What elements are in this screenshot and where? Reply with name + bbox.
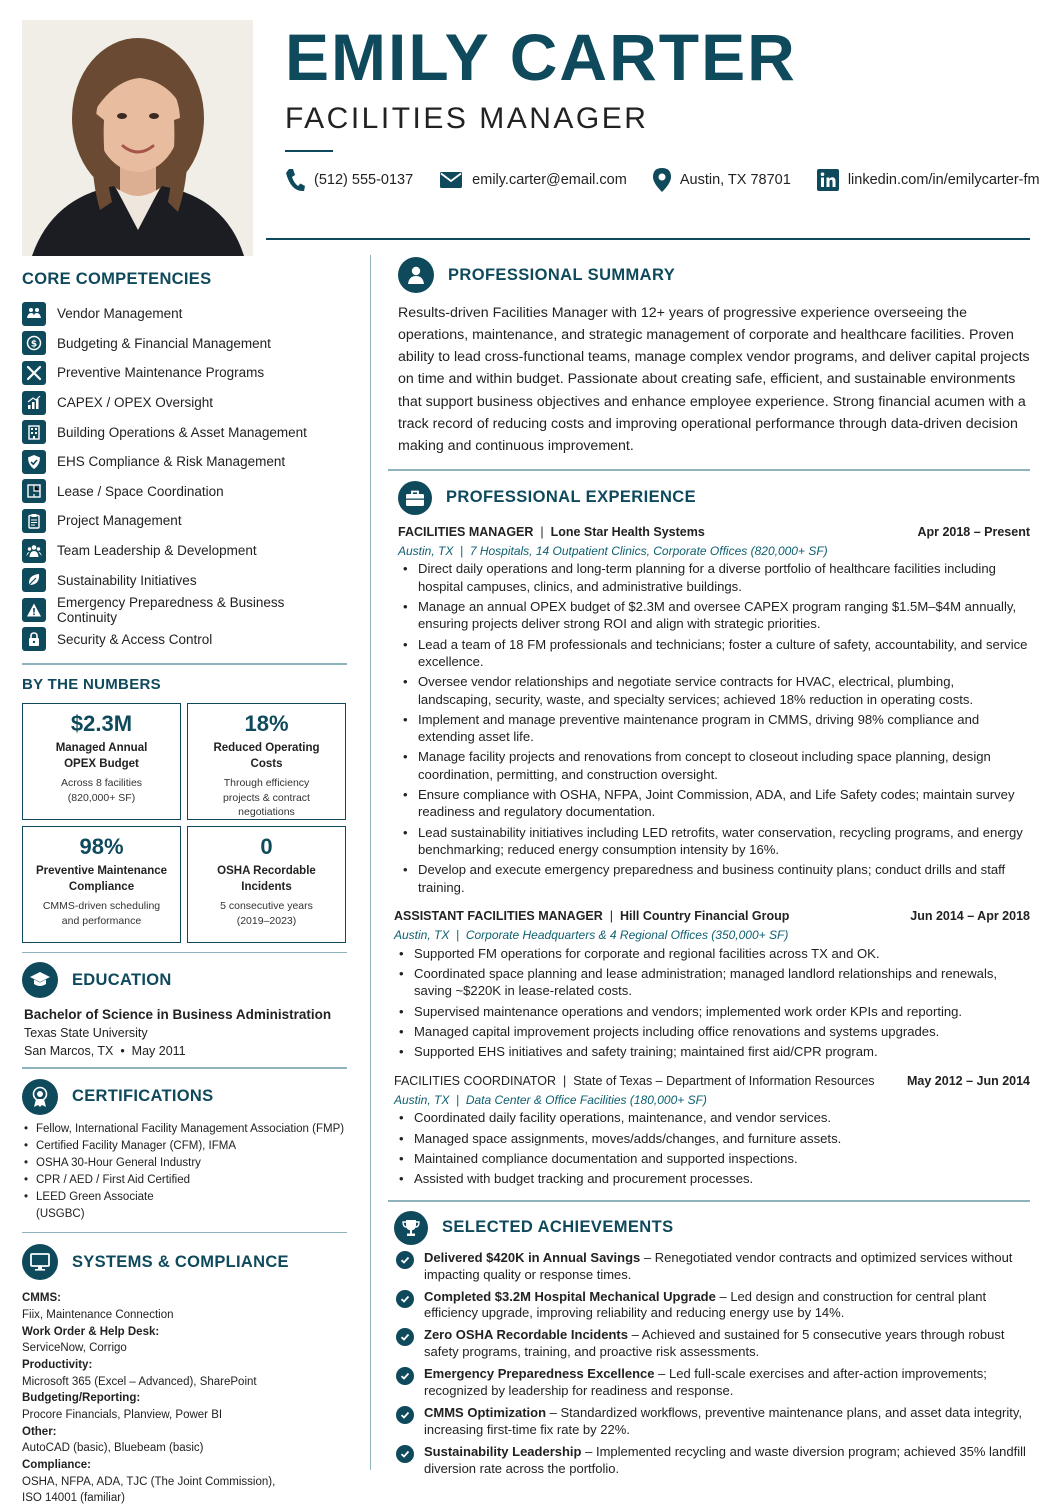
list-item: • Manage an annual OPEX budget of $2.3M and oversee CAPEX program ranging $1.5M–$4M annually, ensuring projects deliver strong ROI and align with strategic priorities.: [398, 598, 1030, 633]
list-item: • Maintained compliance documentation and supported inspections.: [394, 1150, 1030, 1167]
section-divider: [22, 1067, 347, 1069]
list-item: • Coordinated daily facility operations, maintenance, and vendor services.: [394, 1109, 1030, 1126]
job-date: Apr 2018 – Present: [917, 524, 1030, 539]
clipboard-icon: [22, 509, 46, 533]
left-column: [22, 270, 347, 1507]
job-bullets: [394, 945, 1030, 1061]
check-circle-icon: [396, 1445, 414, 1463]
stat-value: $2.3M: [70, 710, 133, 736]
summary-text: Results-driven Facilities Manager with 12+ years of progressive experience overseeing the operations, maintenance, and strategic management of corporate and healthcare facilities. Proven ability to lead cross-functional teams, manage complex vendor programs, and deliver capital projects on time and within budget. Passionate about creating safe, efficient, and sustainable environments that support business objectives and enhance employee experience. Strong financial acumen with a track record of reducing costs and improving operational performance through data-driven decision making and continuous improvement.: [398, 305, 1030, 454]
list-item: • Direct daily operations and long-term planning for a diverse portfolio of healthcare facilities including hospital campuses, clinics, and administrative buildings.: [398, 560, 1030, 595]
list-item: • Supported EHS initiatives and safety training; maintained first aid/CPR program.: [394, 1043, 1030, 1060]
check-circle-icon: [396, 1290, 414, 1308]
shield-check-icon: [22, 450, 46, 474]
stat-box: [187, 703, 346, 820]
linkedin-text[interactable]: linkedin.com/in/emilycarter-fm: [847, 172, 1040, 188]
list-item: • Implement and manage preventive maintenance program in CMMS, driving 98% compliance and extending asset life.: [398, 711, 1030, 746]
candidate-title: FACILITIES MANAGER: [285, 102, 649, 135]
list-item: Team Leadership & Development: [22, 536, 347, 566]
location-pin-icon: [653, 168, 671, 192]
job-1: [388, 525, 1030, 896]
list-item: EHS Compliance & Risk Management: [22, 447, 347, 477]
team-icon: [22, 539, 46, 563]
vendor-handshake-icon: [22, 302, 46, 326]
leaf-icon: [22, 568, 46, 592]
job-date: May 2012 – Jun 2014: [907, 1073, 1030, 1088]
monitor-icon: [22, 1244, 58, 1280]
job-org: Hill Country Financial Group: [619, 909, 790, 924]
list-item: Delivered $420K in Annual Savings – Renegotiated vendor contracts and optimized services without impacting quality or response times.: [396, 1250, 1030, 1284]
section-divider: [22, 952, 347, 954]
list-item: Zero OSHA Recordable Incidents – Achieved and sustained for 5 consecutive years through robust safety programs, training, and proactive risk assessments.: [396, 1327, 1030, 1361]
list-item: Emergency Preparedness & Business Continuity: [22, 595, 347, 625]
systems-section: [22, 1244, 347, 1507]
job-meta: Austin, TX | Data Center & Office Facilities (180,000+ SF): [394, 1092, 707, 1107]
systems-list: [22, 1290, 347, 1507]
check-circle-icon: [396, 1328, 414, 1346]
job-3: [388, 1074, 1030, 1188]
list-item: • Fellow, International Facility Management Association (FMP): [22, 1121, 347, 1138]
title-underline: [285, 150, 333, 152]
tools-icon: [22, 361, 46, 385]
check-circle-icon: [396, 1406, 414, 1424]
job-bullets: [398, 560, 1030, 896]
list-item: Completed $3.2M Hospital Mechanical Upgrade – Led design and construction for central plant efficiency upgrade, improving reliability and reducing energy use by 14%.: [396, 1289, 1030, 1323]
list-item: • Oversee vendor relationships and negotiate service contracts for HVAC, electrical, plumbing, landscaping, security, waste, and specialty services; achieved 18% reduction in operating costs.: [398, 673, 1030, 708]
experience-heading: PROFESSIONAL EXPERIENCE: [446, 488, 697, 507]
systems-value: AutoCAD (basic), Bluebeam (basic): [22, 1442, 204, 1455]
list-item: Lease / Space Coordination: [22, 477, 347, 507]
phone-text[interactable]: (512) 555-0137: [314, 172, 414, 188]
dollar-coin-icon: [22, 331, 46, 355]
award-ribbon-icon: [22, 1079, 58, 1115]
list-item: • Lead a team of 18 FM professionals and technicians; foster a culture of safety, accountability, and service excellence.: [398, 636, 1030, 671]
stat-sub: Through efficiency projects & contract negotiations: [223, 776, 310, 819]
stat-sub: Across 8 facilities (820,000+ SF): [60, 776, 143, 804]
header-divider: [266, 238, 1030, 240]
list-item: • Coordinated space planning and lease administration; managed landlord relationships and renewals, saving ~$220K in lease-related costs.: [394, 965, 1030, 1000]
stat-label: Managed Annual OPEX Budget: [55, 741, 148, 770]
stat-label: Reduced Operating Costs: [213, 741, 320, 770]
stat-sub: 5 consecutive years (2019–2023): [220, 899, 313, 927]
school-location-date: San Marcos, TX • May 2011: [24, 1044, 186, 1059]
job-date: Jun 2014 – Apr 2018: [910, 909, 1030, 924]
list-item: • OSHA 30-Hour General Industry: [22, 1155, 347, 1172]
degree: Bachelor of Science in Business Administration: [24, 1007, 332, 1023]
list-item: CMMS Optimization – Standardized workflows, preventive maintenance plans, and asset data integrity, increasing first-time fix rate by 22%.: [396, 1405, 1030, 1439]
section-divider: [22, 1232, 347, 1234]
list-item: • Manage facility projects and renovations from concept to closeout including space planning, design coordination, permitting, and construction oversight.: [398, 748, 1030, 783]
numbers-grid: [22, 703, 347, 943]
trophy-icon: [394, 1211, 428, 1245]
location-text: Austin, TX 78701: [679, 172, 791, 188]
candidate-name: EMILY CARTER: [285, 20, 797, 94]
phone-icon: [285, 168, 305, 192]
job-role: FACILITIES COORDINATOR: [394, 1073, 557, 1088]
list-item: CAPEX / OPEX Oversight: [22, 388, 347, 418]
email-text[interactable]: emily.carter@email.com: [472, 172, 627, 188]
job-header: FACILITIES COORDINATOR | State of Texas – Department of Information Resources May 2012 – Jun 2014: [394, 1073, 1030, 1088]
list-item: • Lead sustainability initiatives including LED retrofits, water conservation, recycling programs, and energy benchmarking; reduced energy consumption intensity by 16%.: [398, 824, 1030, 859]
stat-sub: CMMS-driven scheduling and performance: [42, 899, 161, 927]
list-item: • Managed space assignments, moves/adds/changes, and furniture assets.: [394, 1130, 1030, 1147]
certifications-section: [22, 1079, 347, 1223]
building-icon: [22, 420, 46, 444]
systems-heading: SYSTEMS & COMPLIANCE: [72, 1252, 289, 1271]
job-meta: Austin, TX | 7 Hospitals, 14 Outpatient Clinics, Corporate Offices (820,000+ SF): [398, 543, 828, 558]
check-circle-icon: [396, 1251, 414, 1269]
certifications-list: [22, 1121, 347, 1223]
email-icon: [439, 171, 463, 189]
job-role: ASSISTANT FACILITIES MANAGER: [394, 909, 603, 924]
list-item: • Certified Facility Manager (CFM), IFMA: [22, 1138, 347, 1155]
certifications-heading: CERTIFICATIONS: [72, 1087, 214, 1106]
job-2: [388, 909, 1030, 1060]
numbers-heading: BY THE NUMBERS: [22, 675, 161, 693]
briefcase-icon: [398, 481, 432, 515]
contact-linkedin: [817, 169, 1040, 191]
stat-box: [22, 703, 181, 820]
systems-value: Microsoft 365 (Excel – Advanced), SharePoint: [22, 1375, 257, 1388]
systems-key: Productivity:: [22, 1358, 93, 1371]
list-item: • LEED Green Associate (USGBC): [22, 1189, 347, 1223]
systems-value: ServiceNow, Corrigo: [22, 1342, 127, 1355]
stat-value: 18%: [244, 710, 289, 736]
systems-key: CMMS:: [22, 1292, 61, 1305]
bar-chart-icon: [22, 391, 46, 415]
person-icon: [398, 257, 434, 293]
check-circle-icon: [396, 1367, 414, 1385]
contact-email: [439, 171, 627, 189]
contact-phone: [285, 168, 413, 192]
job-role: FACILITIES MANAGER: [398, 524, 534, 539]
achievements-header: [388, 1211, 1030, 1245]
list-item: Vendor Management: [22, 299, 347, 329]
achievements-list: [388, 1250, 1030, 1478]
systems-value: Procore Financials, Planview, Power BI: [22, 1408, 223, 1421]
linkedin-icon: [817, 169, 839, 191]
floor-plan-icon: [22, 479, 46, 503]
job-org: Lone Star Health Systems: [550, 524, 705, 539]
section-divider: [388, 1200, 1030, 1202]
stat-label: Preventive Maintenance Compliance: [35, 864, 168, 893]
stat-box: [22, 826, 181, 943]
job-header: FACILITIES MANAGER | Lone Star Health Systems Apr 2018 – Present: [398, 524, 1030, 539]
systems-key: Other:: [22, 1425, 57, 1438]
lock-icon: [22, 627, 46, 651]
section-divider: [388, 469, 1030, 471]
right-column: [388, 257, 1030, 1478]
achievements-heading: SELECTED ACHIEVEMENTS: [442, 1218, 674, 1237]
systems-value: Fiix, Maintenance Connection: [22, 1308, 174, 1321]
competencies-list: [22, 299, 347, 654]
list-item: • CPR / AED / First Aid Certified: [22, 1172, 347, 1189]
list-item: • Ensure compliance with OSHA, NFPA, Joint Commission, ADA, and Life Safety codes; maintain survey readiness and regulatory documentation.: [398, 786, 1030, 821]
stat-box: [187, 826, 346, 943]
graduation-cap-icon: [22, 962, 58, 998]
summary-heading: PROFESSIONAL SUMMARY: [448, 265, 676, 284]
list-item: Sustainability Initiatives: [22, 565, 347, 595]
job-header: ASSISTANT FACILITIES MANAGER | Hill Country Financial Group Jun 2014 – Apr 2018: [394, 909, 1030, 924]
competencies-heading: CORE COMPETENCIES: [22, 270, 212, 288]
column-divider: [370, 255, 371, 1470]
contact-location: [653, 168, 791, 192]
summary-header: [388, 257, 1030, 293]
job-bullets: [394, 1109, 1030, 1187]
list-item: • Managed capital improvement projects including office renovations and systems upgrades.: [394, 1023, 1030, 1040]
list-item: • Supervised maintenance operations and vendors; implemented work order KPIs and reporting.: [394, 1003, 1030, 1020]
stat-label: OSHA Recordable Incidents: [217, 864, 316, 893]
systems-key: Budgeting/Reporting:: [22, 1392, 141, 1405]
list-item: Emergency Preparedness Excellence – Led full-scale exercises and after-action improvements; recognized by leadership for readiness and response.: [396, 1366, 1030, 1400]
job-meta: Austin, TX | Corporate Headquarters & 4 Regional Offices (350,000+ SF): [394, 928, 789, 943]
list-item: Preventive Maintenance Programs: [22, 358, 347, 388]
section-divider: [22, 663, 347, 665]
list-item: Building Operations & Asset Management: [22, 417, 347, 447]
warning-triangle-icon: [22, 598, 46, 622]
systems-value: OSHA, NFPA, ADA, TJC (The Joint Commission), ISO 14001 (familiar): [22, 1475, 276, 1505]
list-item: • Supported FM operations for corporate and regional facilities across TX and OK.: [394, 945, 1030, 962]
systems-key: Compliance:: [22, 1458, 92, 1471]
stat-value: 98%: [79, 833, 124, 859]
list-item: $ Budgeting & Financial Management: [22, 329, 347, 359]
list-item: • Assisted with budget tracking and procurement processes.: [394, 1170, 1030, 1187]
stat-value: 0: [260, 833, 273, 859]
systems-key: Work Order & Help Desk:: [22, 1325, 160, 1338]
education-section: [22, 962, 347, 1058]
job-org: State of Texas – Department of Information Resources: [573, 1073, 875, 1088]
school: Texas State University: [24, 1026, 148, 1041]
list-item: Security & Access Control: [22, 625, 347, 655]
list-item: • Develop and execute emergency preparedness and business continuity plans; conduct drills and staff training.: [398, 861, 1030, 896]
education-heading: EDUCATION: [72, 970, 172, 989]
list-item: Sustainability Leadership – Implemented recycling and waste diversion program; achieved 35% landfill diversion rate across the portfolio.: [396, 1444, 1030, 1478]
svg-text:$: $: [30, 339, 38, 350]
list-item: Project Management: [22, 506, 347, 536]
experience-header: [388, 481, 1030, 515]
contact-bar: [285, 168, 1040, 192]
profile-photo: [22, 20, 253, 256]
